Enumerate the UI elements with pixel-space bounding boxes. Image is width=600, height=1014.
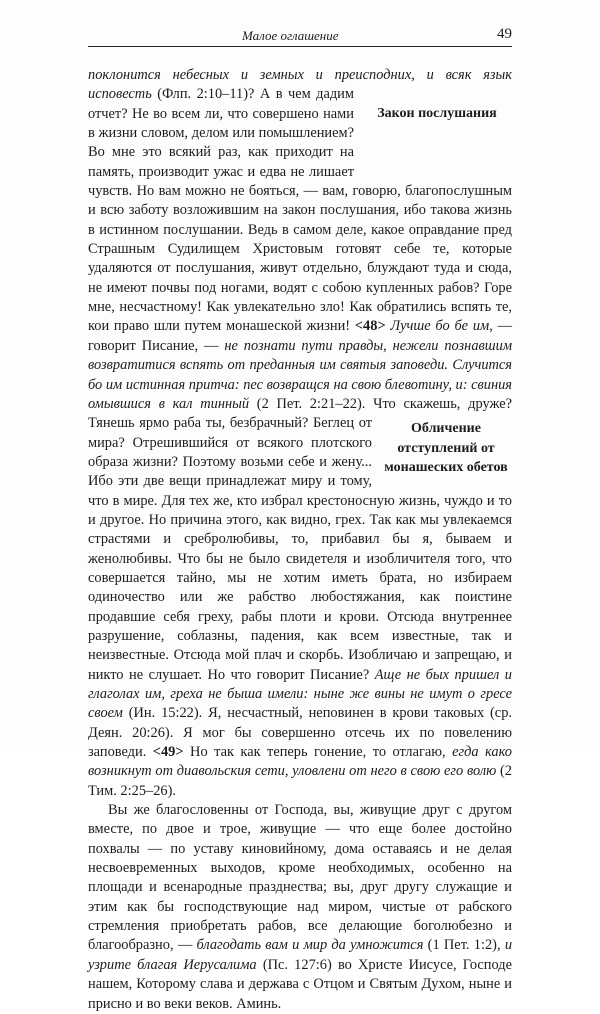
text-run: , — говорит Писание, — xyxy=(88,318,512,354)
running-header xyxy=(88,22,512,47)
scripture-quote: Лучше бо бе им xyxy=(390,318,490,335)
scripture-quote: благодать вам и мир да умножится xyxy=(196,937,424,954)
text-run: (Флп. 2:10–11)? А в чем дадим отчет? Не во всем ли, что совершено нами в жизни словом, делом или помышлением? Во мне это всякий раз, как приходит на память, производит ужас и едва не лишает чувств. Но вам можно не бояться, — вам, говорю, благопослушным и всю заботу возложившим на закон послушания, ибо такова жизнь в истинном послушании. Ведь в самом деле, какое оправдание пред Страшным Судилищем Христовым готовят себе те, которые удаляются от послушания, живут отдельно, блуждают туда и сюда, не имеют почвы под ногами, водят с собою купленных рабов? Горе мне, несчастному! Как увлекательно зло! Как обратились вспять те, кои право шли путем монашеской жизни! xyxy=(88,86,512,335)
paragraph-marker: <49> xyxy=(152,744,184,761)
paragraph-2 xyxy=(88,801,512,1014)
text-run: Тянешь ярмо раба ты, безбрачный? Беглец от мира? Отрешившийся от всякого плотского образа жизни? Поэтому возьми себе и жену... Ибо эти две вещи принадлежат миру и тому, что в мире. Для тех же, кто избрал крестоносную жизнь, чуждо и то и другое. Но причина этого, как видно, грех. Так как мы увлекаемся страстями и сребролюбивы, то, прибавил бы я, бываем и женолюбивы. Что бы не было свидетеля и изобличителя того, что совершается тайно, мы не хотим иметь брата, но избираем одиночество или же рабство любостяжания, как поистине продавшие себя греху, рабы плоти и крови. Отсюда внутреннее разрушение, соблазны, падения, как всем известные, так и неизвестные. Отсюда мой плач и скорбь. Изобличаю и запрещаю, и никто не слушает. Но что говорит Писание? xyxy=(88,415,512,683)
text-run: (Ин. 15:22). Я, несчастный, неповинен в крови таковых (ср. Деян. 20:26). Я мог бы совершенно отсечь их по повелению заповеди. xyxy=(88,705,512,761)
text-run: (2 Тим. 2:25–26). xyxy=(88,763,512,799)
main-text xyxy=(88,66,512,1014)
paragraph-1 xyxy=(88,66,512,801)
text-run: (Пс. 127:6) во Христе Иисусе, Господе нашем, Которому слава и держава с Отцом и Святым Духом, ныне и присно и во веки веков. Аминь. xyxy=(88,956,512,1012)
sidenote-law-of-obedience: Закон послушания xyxy=(377,106,497,122)
text-run: (2 Пет. 2:21–22). Что скажешь, друже? xyxy=(249,395,512,412)
scripture-quote: егда како возникнут от диавольския сети, уловлени от него в свою его волю xyxy=(88,744,512,780)
text-run: (1 Пет. 1:2), xyxy=(423,937,505,954)
running-title: Малое оглашение xyxy=(242,28,339,43)
page-number: 49 xyxy=(497,26,512,42)
paragraph-marker: <48> xyxy=(354,318,386,335)
scripture-quote: поклонится небесных и земных и преисподних, и всяк язык исповесть xyxy=(88,67,512,103)
text-run: Вы же благословенны от Господа, вы, живущие друг с другом вместе, по двое и трое, живущие — что еще более достойно похвалы — по уставу киновийному, дома оставаясь и не делая несвоевременных выходов, кроме необходимых, особенно на площади и всенародные празднества; вы, друг другу служащие и этим как бы господствующие над миром, чистые от рабского стремления приобретать рабов, все делающие боголюбезно и благообразно, — xyxy=(88,802,512,954)
scripture-quote: Аще не бых пришел и глаголах им, греха не быша имели: ныне же вины не имут о гресе своем xyxy=(88,666,512,722)
text-run: Но так как теперь гонение, то отлагаю, xyxy=(183,744,453,761)
sidenote-exposing-departures: Обличение отступлений от монашеских обетов xyxy=(384,421,508,475)
scripture-quote: и узрите благая Иерусалима xyxy=(88,937,513,973)
scripture-quote: не познати пути правды, нежели познавшим возвратитися вспять от преданныя им святыя заповеди. Случится бо им истинная притча: пес возвращся на свою блевотину, и: свиния омывшися в кал тинный xyxy=(88,337,512,412)
